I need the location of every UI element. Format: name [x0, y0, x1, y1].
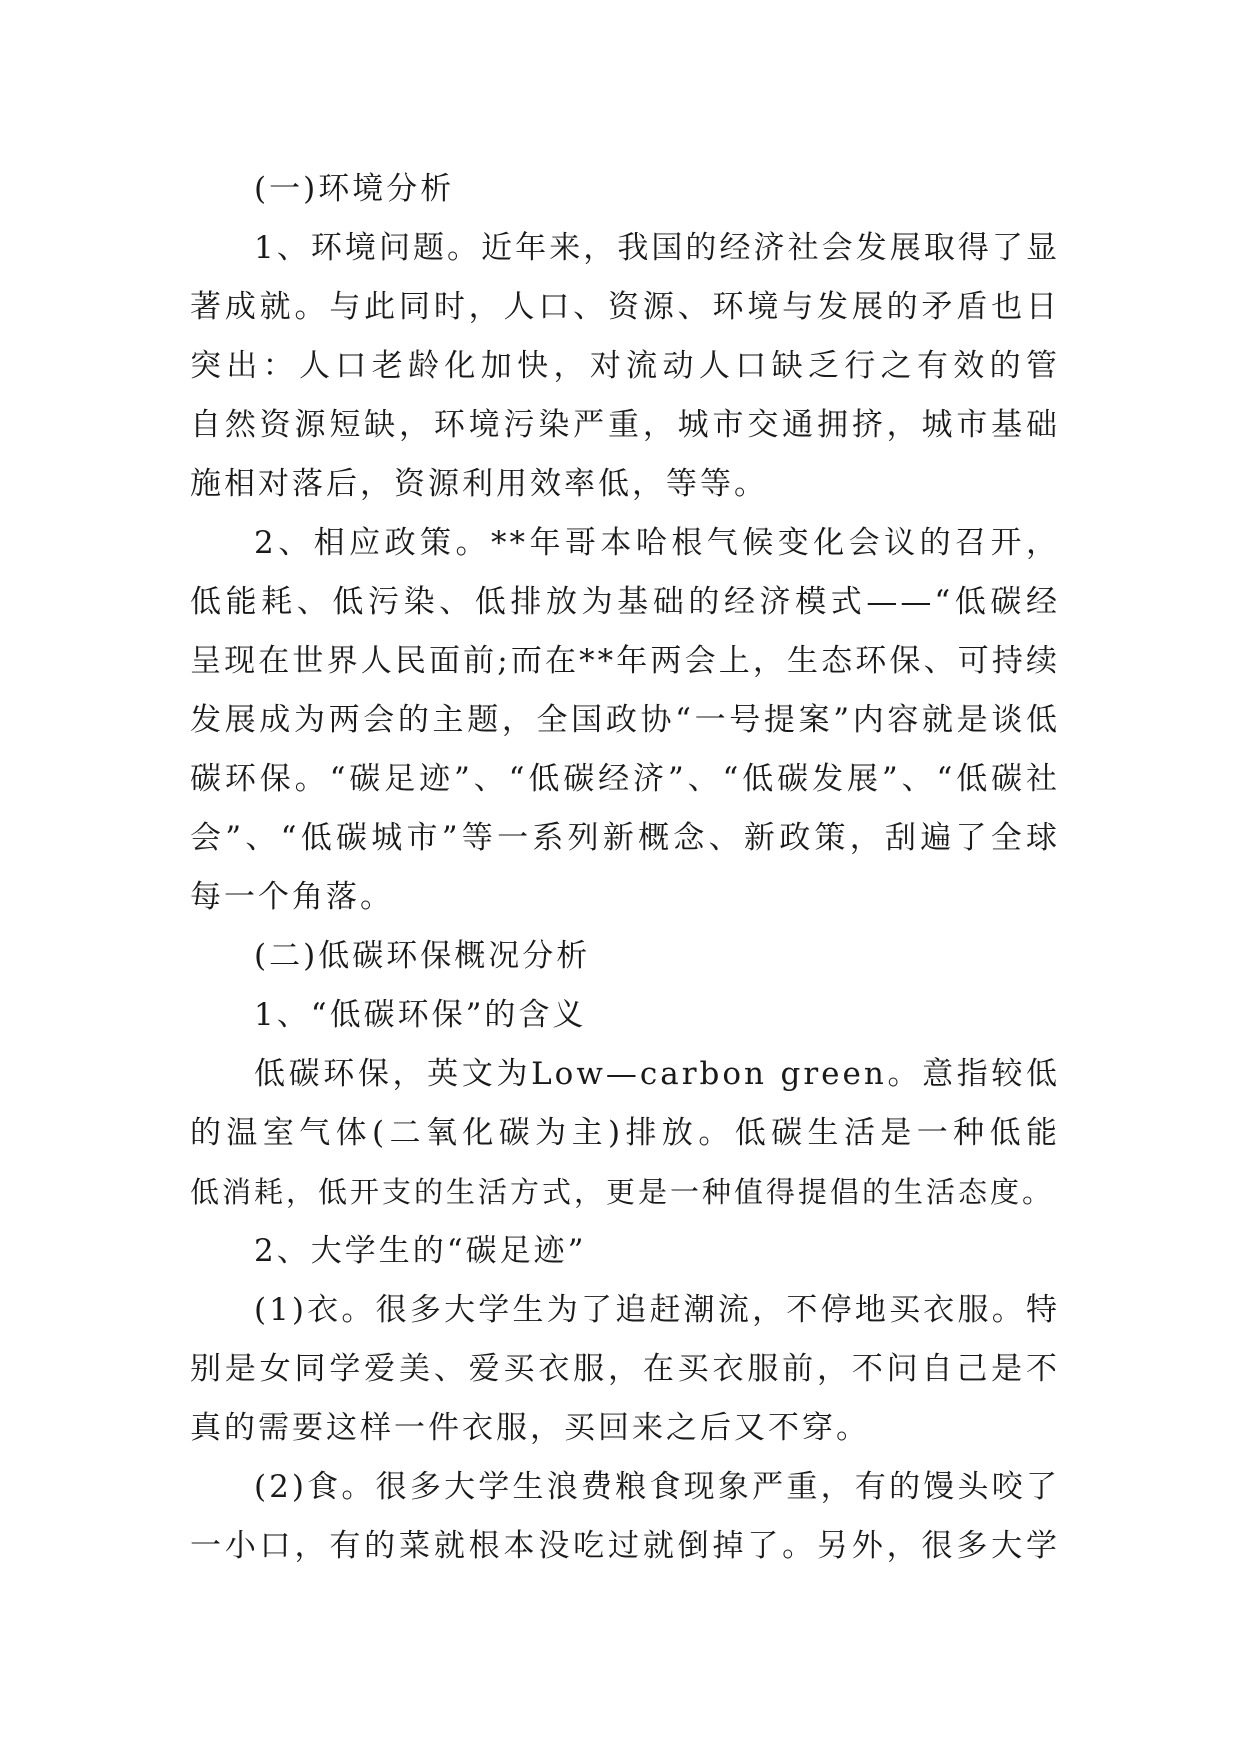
section-heading-environment-analysis: (一)环境分析	[254, 171, 455, 207]
subsection-heading-meaning: 1、“低碳环保”的含义	[254, 997, 587, 1033]
document-body	[190, 160, 1060, 1576]
paragraph-line: 碳环保。“碳足迹”、“低碳经济”、“低碳发展”、“低碳社	[190, 761, 1060, 797]
paragraph-line: (1)衣。很多大学生为了追赶潮流，不停地买衣服。特	[254, 1292, 1060, 1328]
paragraph-line: 别是女同学爱美、爱买衣服，在买衣服前，不问自己是不	[190, 1351, 1060, 1387]
paragraph-line: 1、环境问题。近年来，我国的经济社会发展取得了显	[254, 230, 1060, 266]
paragraph-line: 突出：人口老龄化加快，对流动人口缺乏行之有效的管	[190, 348, 1060, 384]
paragraph-line: 发展成为两会的主题，全国政协“一号提案”内容就是谈低	[190, 702, 1060, 738]
paragraph-line: 低能耗、低污染、低排放为基础的经济模式——“低碳经	[190, 584, 1060, 620]
paragraph-line: 2、相应政策。**年哥本哈根气候变化会议的召开，	[254, 525, 1060, 561]
paragraph-line: 低消耗，低开支的生活方式，更是一种值得提倡的生活态度。	[190, 1175, 1055, 1209]
paragraph-line: 呈现在世界人民面前;而在**年两会上，生态环保、可持续	[190, 643, 1060, 679]
paragraph-line: 低碳环保，英文为Low—carbon green。意指较低	[254, 1056, 1060, 1092]
paragraph-line: 自然资源短缺，环境污染严重，城市交通拥挤，城市基础	[190, 407, 1060, 443]
paragraph-line: 著成就。与此同时，人口、资源、环境与发展的矛盾也日	[190, 289, 1060, 325]
paragraph-line: 真的需要这样一件衣服，买回来之后又不穿。	[190, 1410, 870, 1446]
subsection-heading-carbon-footprint: 2、大学生的“碳足迹”	[254, 1233, 587, 1269]
paragraph-line: 会”、“低碳城市”等一系列新概念、新政策，刮遍了全球	[190, 820, 1060, 856]
paragraph-line: 的温室气体(二氧化碳为主)排放。低碳生活是一种低能	[190, 1115, 1060, 1151]
paragraph-line: 施相对落后，资源利用效率低，等等。	[190, 466, 768, 502]
paragraph-line: 一小口，有的菜就根本没吃过就倒掉了。另外，很多大学	[190, 1528, 1060, 1564]
paragraph-line: 每一个角落。	[190, 879, 394, 915]
section-heading-low-carbon-overview: (二)低碳环保概况分析	[254, 938, 591, 974]
paragraph-line: (2)食。很多大学生浪费粮食现象严重，有的馒头咬了	[254, 1469, 1060, 1505]
